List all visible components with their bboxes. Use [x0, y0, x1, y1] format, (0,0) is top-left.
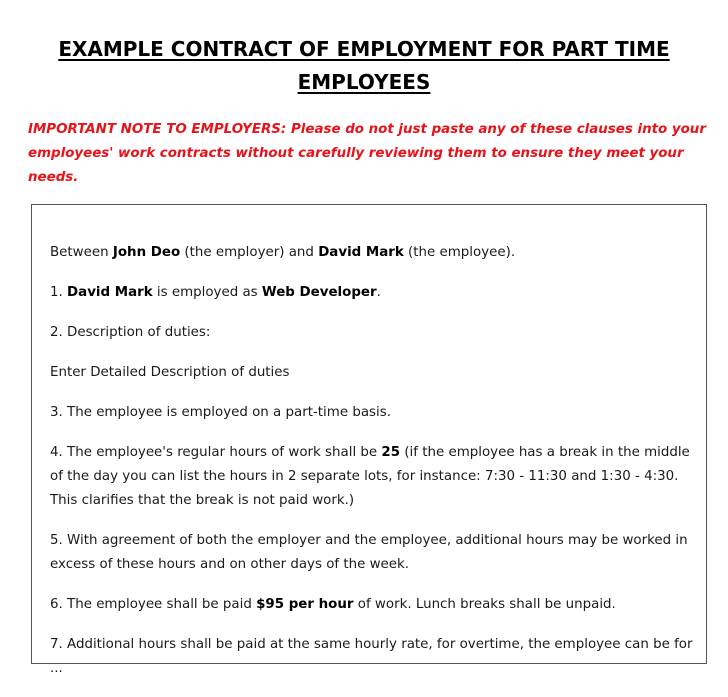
clause-1-employee-name: David Mark — [67, 285, 153, 300]
intro-text-1: Between — [50, 245, 113, 260]
intro-text-3: (the employee). — [403, 245, 516, 260]
job-position: Web Developer — [261, 285, 377, 300]
clause-4-text-2: (if the employee has a break in the middle of the day you can list the hours in 2 separate lots, for instance: 7:30 - 11:30 and 1:30 - 4:30. This clarifies that the break is not paid work.) — [50, 445, 690, 508]
clause-1-text-1: 1. — [50, 285, 68, 300]
clause-6-text-2: of work. Lunch breaks shall be unpaid. — [353, 597, 616, 612]
hourly-rate: $95 per hour — [256, 597, 354, 612]
clause-4-text-1: 4. The employee's regular hours of work shall be — [50, 445, 382, 460]
duties-description: Enter Detailed Description of duties — [50, 365, 290, 380]
regular-hours: 25 — [381, 445, 401, 460]
clause-3: 3. The employee is employed on a part-time basis. — [50, 405, 391, 420]
title-line-1: EXAMPLE CONTRACT OF EMPLOYMENT FOR PART TIME — [58, 37, 670, 61]
employer-name: John Deo — [112, 245, 181, 260]
clause-5: 5. With agreement of both the employer and the employee, additional hours may be worked in excess of these hours and on other days of the week. — [50, 533, 688, 572]
clause-1 — [50, 281, 695, 305]
title-line-2: EMPLOYEES — [297, 70, 431, 94]
contract-body — [50, 241, 695, 697]
intro-paragraph — [50, 241, 695, 265]
clause-2: 2. Description of duties: — [50, 325, 211, 340]
intro-text-2: (the employer) and — [180, 245, 319, 260]
clause-4 — [50, 441, 695, 513]
employee-name: David Mark — [318, 245, 404, 260]
clause-1-text-2: is employed as — [152, 285, 262, 300]
clause-7: 7. Additional hours shall be paid at the same hourly rate, for overtime, the employee can be for ... — [50, 637, 693, 676]
clause-6-text-1: 6. The employee shall be paid — [50, 597, 257, 612]
clause-1-text-3: . — [376, 285, 381, 300]
important-note: IMPORTANT NOTE TO EMPLOYERS: Please do not just paste any of these clauses into your employees' work contracts without carefully reviewing them to ensure they meet your needs. — [28, 122, 706, 185]
clause-6 — [50, 593, 695, 617]
document-title — [0, 33, 728, 99]
